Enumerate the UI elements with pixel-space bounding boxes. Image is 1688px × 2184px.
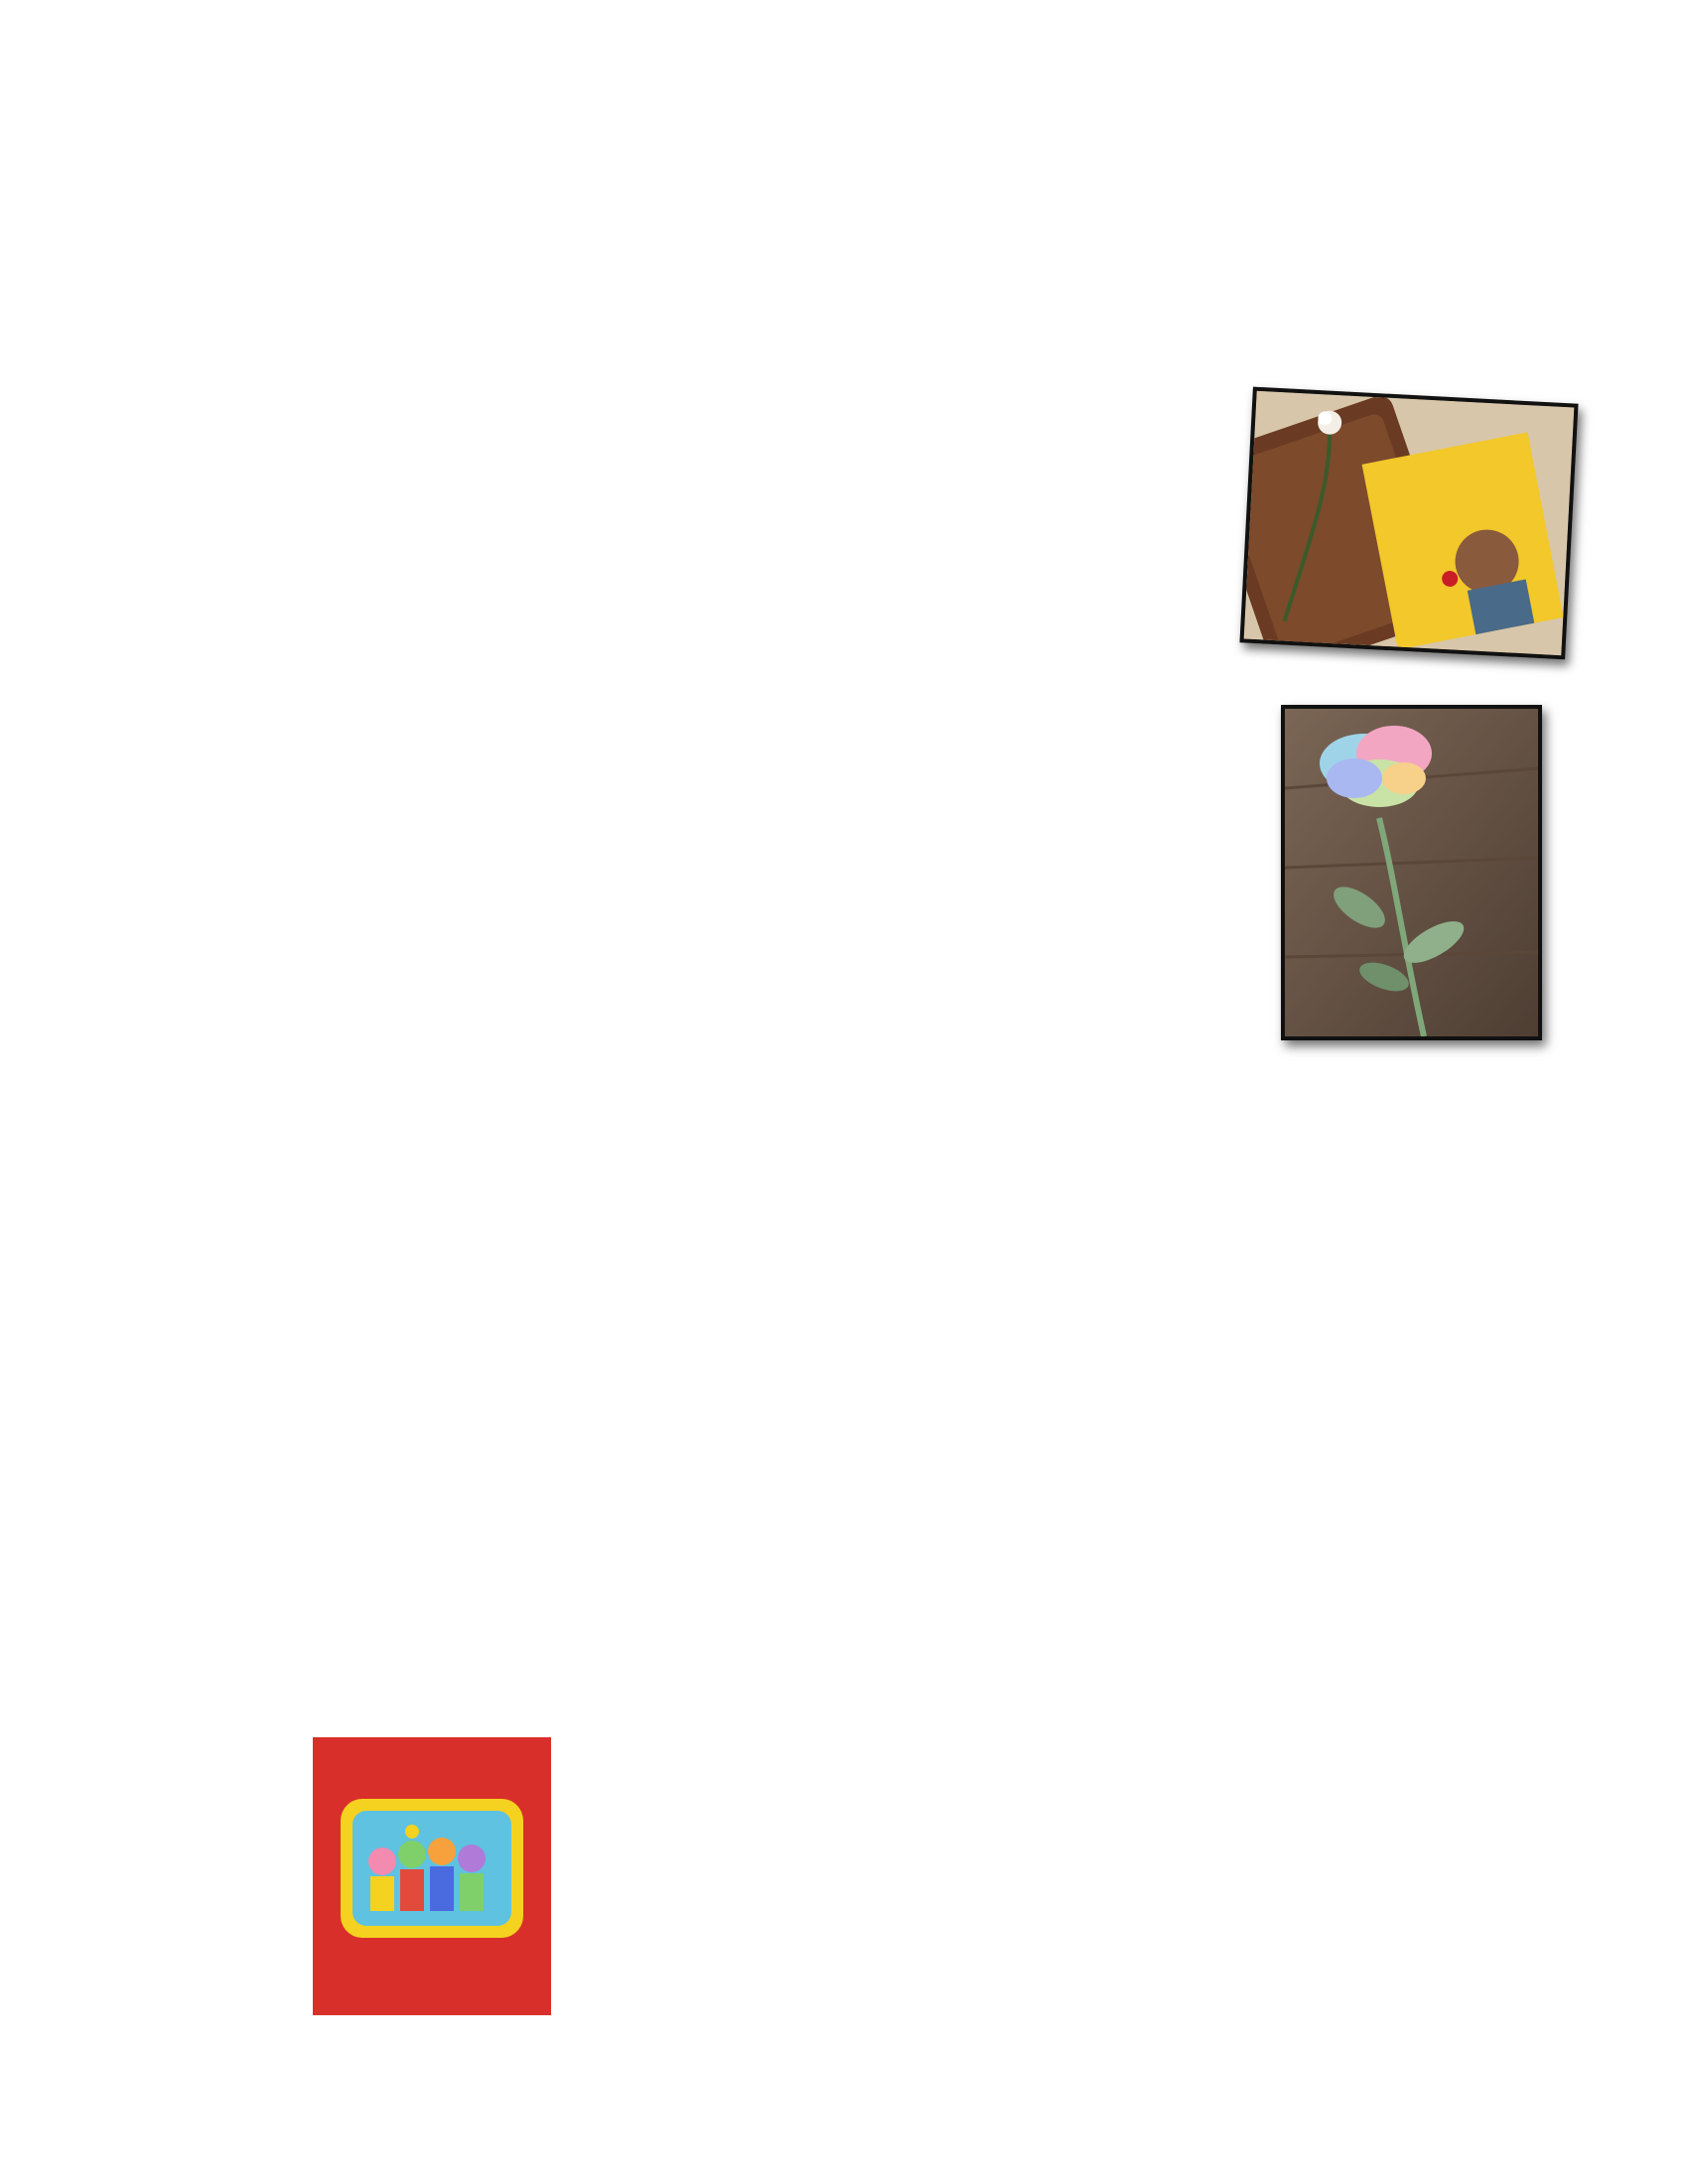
rainbow-quote-graphic [1087, 1757, 1355, 1926]
thankful-book-cover [313, 1737, 551, 2015]
scribble-border [849, 1196, 1638, 2070]
peace-rose-tray-photo [1239, 387, 1578, 660]
rainbow-rose-photo [1281, 705, 1542, 1040]
getting-along-body [151, 1355, 767, 1394]
optimism-frame [849, 1196, 1638, 2070]
peace-rose-body [159, 496, 1231, 535]
